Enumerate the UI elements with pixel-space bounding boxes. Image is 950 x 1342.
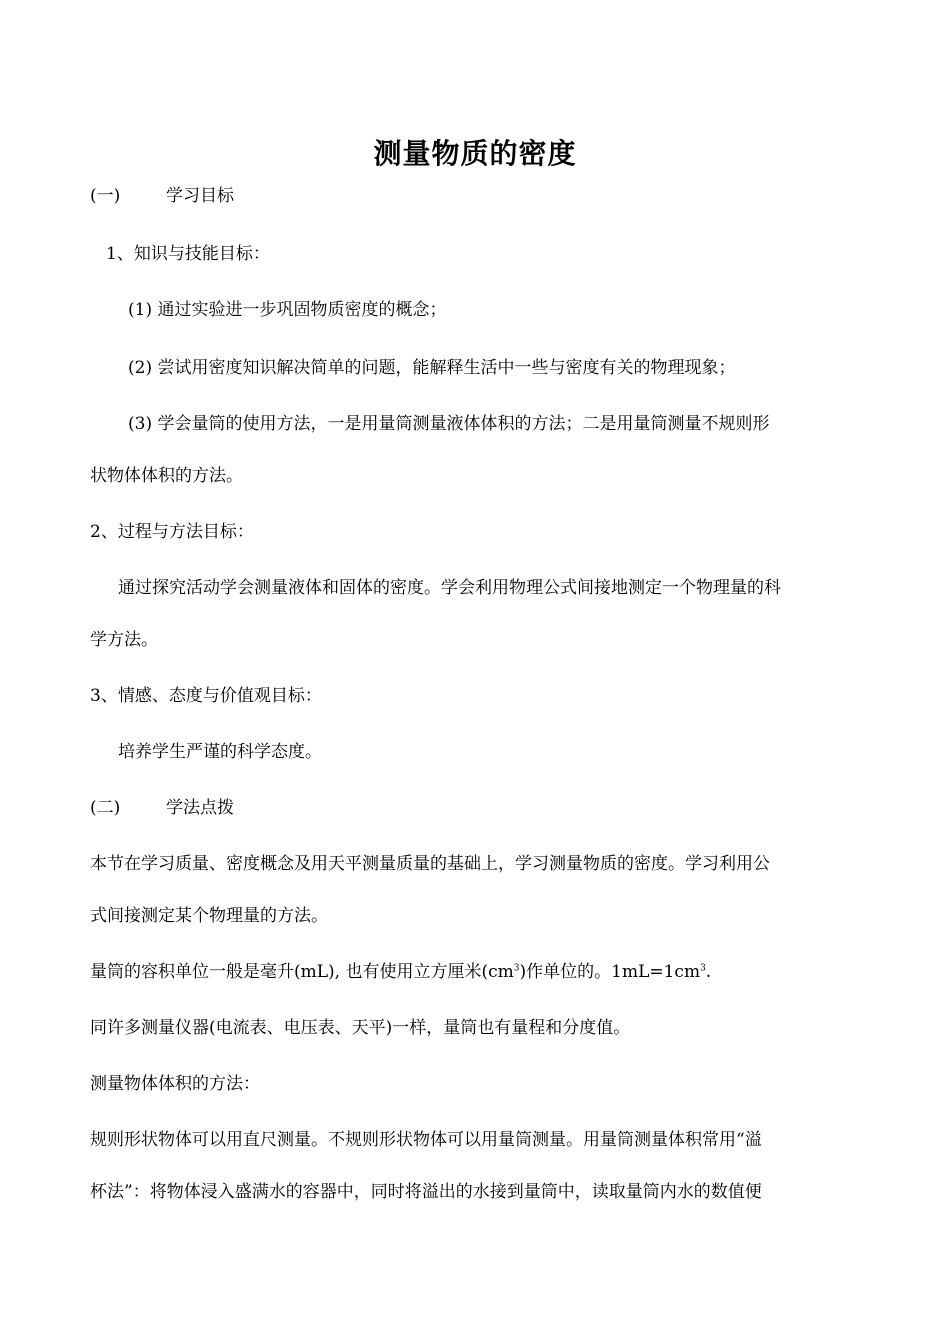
goal-item-3-line-1: (3) 学会量筒的使用方法，一是用量筒测量液体体积的方法；二是用量筒测量不规则形 — [128, 414, 770, 434]
goal-item-1: (1) 通过实验进一步巩固物质密度的概念； — [128, 300, 447, 320]
para-units-part-1: 量筒的容积单位一般是毫升(mL), 也有使用立方厘米(cm — [90, 962, 514, 982]
section-heading-1 — [90, 184, 234, 208]
para-intro-line-1: 本节在学习质量、密度概念及用天平测量质量的基础上，学习测量物质的密度。学习利用公 — [90, 854, 770, 874]
goal-heading-attitude: 3、情感、态度与价值观目标： — [90, 686, 322, 706]
section-title-2: 学法点拨 — [166, 798, 234, 818]
section-number-2: (二) — [90, 798, 121, 818]
para-methods-line-1: 规则形状物体可以用直尺测量。不规则形状物体可以用量筒测量。用量筒测量体积常用“溢 — [90, 1130, 762, 1150]
para-units-part-2: )作单位的。1mL=1cm — [519, 962, 701, 982]
para-units — [90, 960, 711, 984]
superscript-3: 3 — [513, 963, 520, 974]
para-methods-heading: 测量物体体积的方法： — [90, 1074, 260, 1094]
goal-item-2: (2) 尝试用密度知识解决简单的问题，能解释生活中一些与密度有关的物理现象； — [128, 358, 736, 378]
para-intro-line-2: 式间接测定某个物理量的方法。 — [90, 906, 328, 926]
goal-attitude-text: 培养学生严谨的科学态度。 — [118, 742, 322, 762]
goal-heading-process: 2、过程与方法目标： — [90, 522, 254, 542]
goal-heading-knowledge: 1、知识与技能目标： — [106, 244, 270, 264]
goal-item-3-line-2: 状物体体积的方法。 — [90, 466, 243, 486]
section-number-1: (一) — [90, 186, 121, 206]
para-units-part-3: . — [705, 962, 712, 982]
superscript-3: 3 — [700, 963, 706, 974]
goal-process-line-1: 通过探究活动学会测量液体和固体的密度。学会利用物理公式间接地测定一个物理量的科 — [118, 578, 781, 598]
para-instruments: 同许多测量仪器(电流表、电压表、天平)一样，量筒也有量程和分度值。 — [90, 1018, 631, 1038]
goal-process-line-2: 学方法。 — [90, 630, 158, 650]
section-title-1: 学习目标 — [166, 186, 234, 206]
section-heading-2 — [90, 796, 234, 820]
para-methods-line-2: 杯法”：将物体浸入盛满水的容器中，同时将溢出的水接到量筒中，读取量筒内水的数值便 — [90, 1182, 762, 1202]
page-title: 测量物质的密度 — [373, 137, 577, 170]
